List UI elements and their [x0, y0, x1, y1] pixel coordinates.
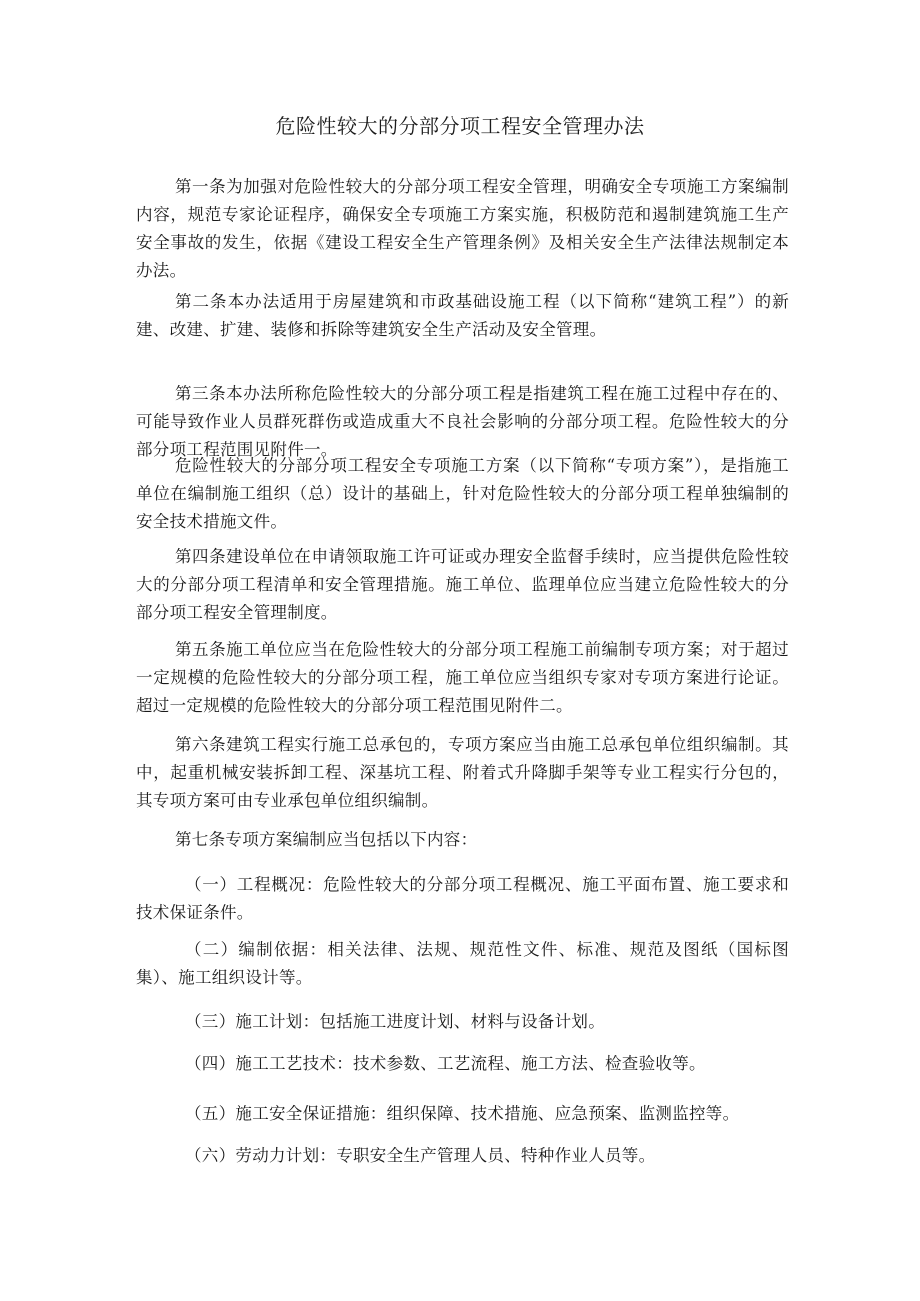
list-item: （三）施工计划：包括施工进度计划、材料与设备计划。 [185, 1012, 605, 1031]
list-item: （二）编制依据：相关法律、法规、规范性文件、标准、规范及图纸（国标图集）、施工组织设计等。 [136, 940, 789, 987]
list-item: （四）施工工艺技术：技术参数、工艺流程、施工方法、检查验收等。 [185, 1054, 706, 1073]
article-4-paragraph: 第四条建设单位在申请领取施工许可证或办理安全监督手续时，应当提供危险性较大的分部分项工程清单和安全管理措施。施工单位、监理单位应当建立危险性较大的分部分项工程安全管理制度。 [136, 547, 789, 622]
list-item: （六）劳动力计划：专职安全生产管理人员、特种作业人员等。 [185, 1146, 656, 1165]
article-5-paragraph: 第五条施工单位应当在危险性较大的分部分项工程施工前编制专项方案；对于超过一定规模的危险性较大的分部分项工程，施工单位应当组织专家对专项方案进行论证。超过一定规模的危险性较大的分部分项工程范围见附件二。 [136, 640, 789, 715]
article-3-paragraph: 第三条本办法所称危险性较大的分部分项工程是指建筑工程在施工过程中存在的、可能导致作业人员群死群伤或造成重大不良社会影响的分部分项工程。危险性较大的分部分项工程范围见附件一。 [136, 384, 789, 459]
article-1-paragraph: 第一条为加强对危险性较大的分部分项工程安全管理，明确安全专项施工方案编制内容，规范专家论证程序，确保安全专项施工方案实施，积极防范和遏制建筑施工生产安全事故的发生，依据《建设工程安全生产管理条例》及相关安全生产法律法规制定本办法。 [136, 177, 789, 280]
document-title: 危险性较大的分部分项工程安全管理办法 [275, 114, 645, 138]
article-7-paragraph: 第七条专项方案编制应当包括以下内容： [175, 830, 478, 849]
article-6-paragraph: 第六条建筑工程实行施工总承包的，专项方案应当由施工总承包单位组织编制。其中，起重机械安装拆卸工程、深基坑工程、附着式升降脚手架等专业工程实行分包的，其专项方案可由专业承包单位组织编制。 [136, 735, 789, 810]
list-item: （五）施工安全保证措施：组织保障、技术措施、应急预案、监测监控等。 [185, 1104, 740, 1123]
article-2-paragraph: 第二条本办法适用于房屋建筑和市政基础设施工程（以下简称“建筑工程”）的新建、改建、扩建、装修和拆除等建筑安全生产活动及安全管理。 [136, 292, 789, 339]
special-plan-definition-paragraph: 危险性较大的分部分项工程安全专项施工方案（以下简称“专项方案”），是指施工单位在编制施工组织（总）设计的基础上，针对危险性较大的分部分项工程单独编制的安全技术措施文件。 [136, 456, 789, 531]
list-item: （一）工程概况：危险性较大的分部分项工程概况、施工平面布置、施工要求和技术保证条件。 [136, 875, 789, 922]
